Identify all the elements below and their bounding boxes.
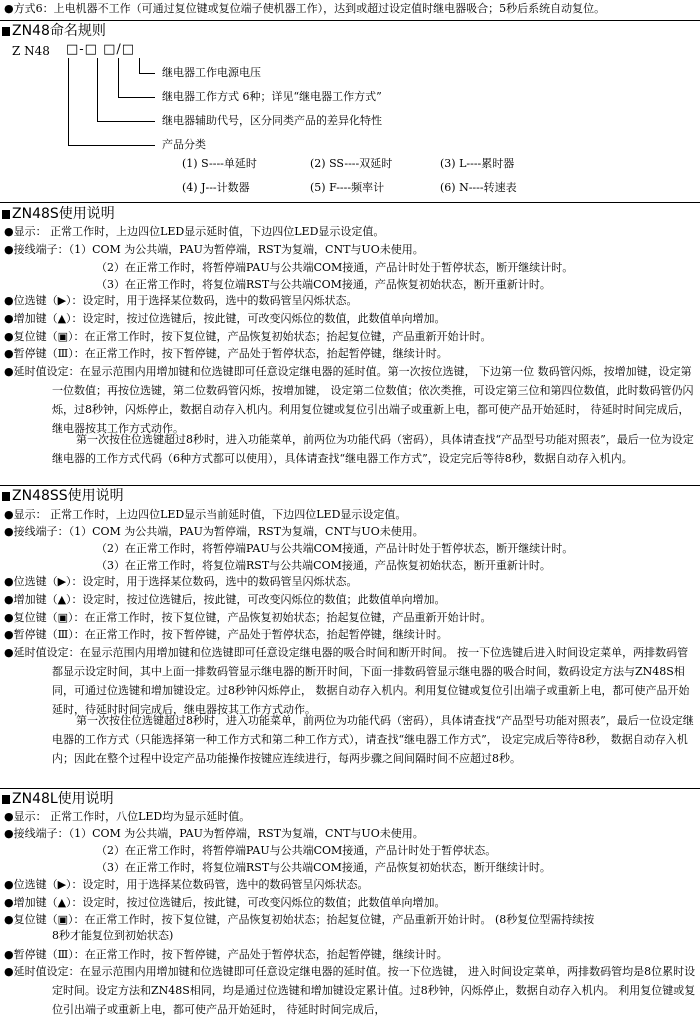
zn48ss-line: ●显示： 正常工作时，上边四位LED显示当前延时值，下边四位LED显示设定值。 — [4, 508, 407, 521]
zn48l-line: 8秒才能复位到初始状态) — [52, 929, 174, 942]
zn48ss-line: ●增加键（▲）：设定时，按过位选键后，按此键，可改变闪烁位的数值；此数值单向增加。 — [4, 593, 446, 606]
connector-line — [118, 58, 119, 98]
divider — [0, 485, 700, 486]
connector-line — [118, 97, 155, 98]
zn48l-line: ●增加键（▲）：设定时，按过位选键后，按此键，可改变闪烁位的数值；此数值单向增加。 — [4, 896, 446, 909]
zn48ss-delay-para — [4, 643, 696, 719]
divider — [0, 20, 700, 21]
zn48ss-line: （2）在正常工作时，将暂停端PAU与公共端COM接通，产品计时处于暂停状态，断开继续计时。 — [96, 542, 574, 555]
zn48ss-line: ●位选键（▶）：设定时，用于选择某位数码，选中的数码管呈闪烁状态。 — [4, 575, 358, 588]
zn48s-delay-para — [4, 362, 696, 438]
zn48s-title-text: ZN48S使用说明 — [12, 206, 115, 222]
zn48l-line: （2）在正常工作时，将暂停端PAU与公共端COM接通，产品计时处于暂停状态。 — [96, 844, 497, 857]
divider — [0, 788, 700, 789]
square-bullet-icon — [2, 210, 10, 219]
zn48s-line: ●复位键（▣）：在正常工作时，按下复位键，产品恢复初始状态；抬起复位键，产品重新开始计时。 — [4, 330, 492, 343]
category-item: (1) S----单延时 — [182, 157, 257, 170]
zn48l-title-text: ZN48L使用说明 — [12, 791, 114, 807]
zn48s-line: ●增加键（▲）：设定时，按过位选键后，按此键，可改变闪烁位的数值，此数值单向增加。 — [4, 312, 446, 325]
zn48s-line: ●位选键（▶）：设定时，用于选择某位数码，选中的数码管呈闪烁状态。 — [4, 294, 358, 307]
top-note: ●方式6：上电机器不工作（可通过复位键或复位端子使机器工作），达到或超过设定值时继电器吸合；5秒后系统自动复位。 — [4, 2, 606, 15]
zn48ss-line: （3）在正常工作时，将复位端RST与公共端COM接通，产品恢复初始状态，断开重新计时。 — [96, 559, 551, 572]
connector-line — [139, 58, 140, 74]
zn48s-func-para: 第一次按住位选键超过8秒时，进入功能菜单，前两位为功能代码（密码），具体请查找“产品型号功能对照表”，最后一位为设定继电器的工作方式代码（6种方式都可以使用），具体请查找“继电器工作方式”，设定完后等待8秒，数据自动存入机内。 — [52, 433, 694, 465]
zn48s-line: ●暂停键（Ⅲ）：在正常工作时，按下暂停键，产品处于暂停状态，抬起暂停键，继续计时。 — [4, 347, 448, 360]
category-item: (5) F----频率计 — [310, 181, 385, 194]
naming-item: 继电器工作方式 6种；详见“继电器工作方式” — [162, 90, 382, 103]
connector-line — [139, 73, 155, 74]
zn48ss-title — [2, 487, 124, 505]
naming-title — [2, 22, 106, 40]
zn48s-delay-text: ●延时值设定：在显示范围内用增加键和位选键即可任意设定继电器的延时值。第一次按位选键， 下边第一位 数码管闪烁，按增加键，设定第一位数值；再按位选键，第二位数码管闪烁，按增加键， 设定第二位数值；依次类推，可设定第三位和第四位数值，此时数码管仍闪烁，过8秒钟，闪烁停止，数据自动存入机内。利用复位键或复位引出端子或重新上电，都可使产品开始延时， 待延时时间完成后，继电器按其工作方式动作。 — [4, 365, 694, 435]
zn48l-title — [2, 790, 114, 808]
zn48s-line: ●显示： 正常工作时，上边四位LED显示延时值，下边四位LED显示设定值。 — [4, 225, 385, 238]
code-boxes: □-□ □/□ — [66, 42, 136, 57]
divider — [0, 202, 700, 203]
square-bullet-icon — [2, 795, 10, 804]
square-bullet-icon — [2, 492, 10, 501]
category-item: (4) J---计数器 — [182, 181, 250, 194]
naming-item: 继电器工作电源电压 — [162, 66, 261, 79]
zn48s-line: （3）在正常工作时，将复位端RST与公共端COM接通，产品恢复初始状态，断开重新计时。 — [96, 278, 551, 291]
zn48l-line: ●复位键（▣）：在正常工作时，按下复位键，产品恢复初始状态；抬起复位键，产品重新开始计时。 (8秒复位型需持续按 — [4, 913, 595, 926]
naming-code — [12, 44, 50, 58]
naming-title-text: ZN48命名规则 — [12, 23, 106, 39]
zn48l-line: ●显示： 正常工作时，八位LED均为显示延时值。 — [4, 810, 251, 823]
zn48l-line: （3）在正常工作时，将复位端RST与公共端COM接通，产品恢复初始状态，断开继续计时。 — [96, 861, 551, 874]
connector-line — [68, 58, 69, 146]
zn48l-delay-text: ●延时值设定：在显示范围内用增加键和位选键即可任意设定继电器的延时值。按一下位选键， 进入时间设定菜单，两排数码管均是8位累时设定时间。设定方法和ZN48S相同，均是通过位选键和增加键设定累计值。过8秒钟，闪烁停止，数据自动存入机内。 利用复位键或复位引出端子或重新上电，都可使产品开始延时， 待延时时间完成后， — [4, 965, 696, 1016]
zn48s-line: （2）在正常工作时，将暂停端PAU与公共端COM接通，产品计时处于暂停状态，断开继续计时。 — [96, 261, 574, 274]
connector-line — [97, 58, 98, 122]
zn48s-title — [2, 205, 115, 223]
naming-item: 继电器辅助代号，区分同类产品的差异化特性 — [162, 114, 382, 127]
zn48s-line: ●接线端子：（1）COM 为公共端，PAU为暂停端，RST为复端，CNT与UO未使用。 — [4, 243, 424, 256]
naming-item: 产品分类 — [162, 138, 206, 151]
connector-line — [97, 121, 155, 122]
zn48l-delay-para — [4, 962, 696, 1019]
zn48l-line: ●接线端子：（1）COM 为公共端，PAU为暂停端，RST为复端，CNT与UO未使用。 — [4, 827, 424, 840]
square-bullet-icon — [2, 27, 10, 36]
zn48ss-line: ●复位键（▣）：在正常工作时，按下复位键，产品恢复初始状态；抬起复位键，产品重新开始计时。 — [4, 611, 492, 624]
connector-line — [68, 145, 155, 146]
category-item: (6) N----转速表 — [440, 181, 517, 194]
code-prefix: Z N48 — [12, 44, 50, 58]
zn48ss-delay-text: ●延时值设定：在显示范围内用增加键和位选键即可任意设定继电器的吸合时间和断开时间。 按一下位选键后进入时间设定菜单，两排数码管都显示设定时间，其中上面一排数码管显示继电器的断开时间，下面一排数码管显示继电器的吸合时间，数码设定方法与ZN48S相同，可通过位选键和增加键设定。过8秒钟闪烁停止， 数据自动存入机内。利用复位键或复位引出端子或重新上电，都可使产品开始延时，待延时时间完成后，继电器按其工作方式动作。 — [4, 646, 690, 716]
zn48l-line: ●暂停键（Ⅲ）：在正常工作时，按下暂停键，产品处于暂停状态，抬起暂停键，继续计时。 — [4, 948, 448, 961]
zn48ss-func-para: 第一次按住位选键超过8秒时，进入功能菜单，前两位为功能代码（密码），具体请查找“产品型号功能对照表”，最后一位设定继电器的工作方式（只能选择第一种工作方式和第二种工作方式），请查找“继电器工作方式”， 设定完成后等待8秒， 数据自动存入机内；因此在整个过程中设定产品功能操作按键应连续进行，每两步骤之间间隔时间不应超过8秒。 — [52, 714, 694, 765]
category-item: (2) SS----双延时 — [310, 157, 393, 170]
zn48ss-line: ●暂停键（Ⅲ）：在正常工作时，按下暂停键，产品处于暂停状态，抬起暂停键，继续计时。 — [4, 628, 448, 641]
zn48ss-title-text: ZN48SS使用说明 — [12, 488, 124, 504]
category-item: (3) L----累时器 — [440, 157, 515, 170]
zn48ss-line: ●接线端子：（1）COM 为公共端，PAU为暂停端，RST为复端，CNT与UO未使用。 — [4, 525, 424, 538]
zn48l-line: ●位选键（▶）：设定时，用于选择某位数码管，选中的数码管呈闪烁状态。 — [4, 878, 369, 891]
